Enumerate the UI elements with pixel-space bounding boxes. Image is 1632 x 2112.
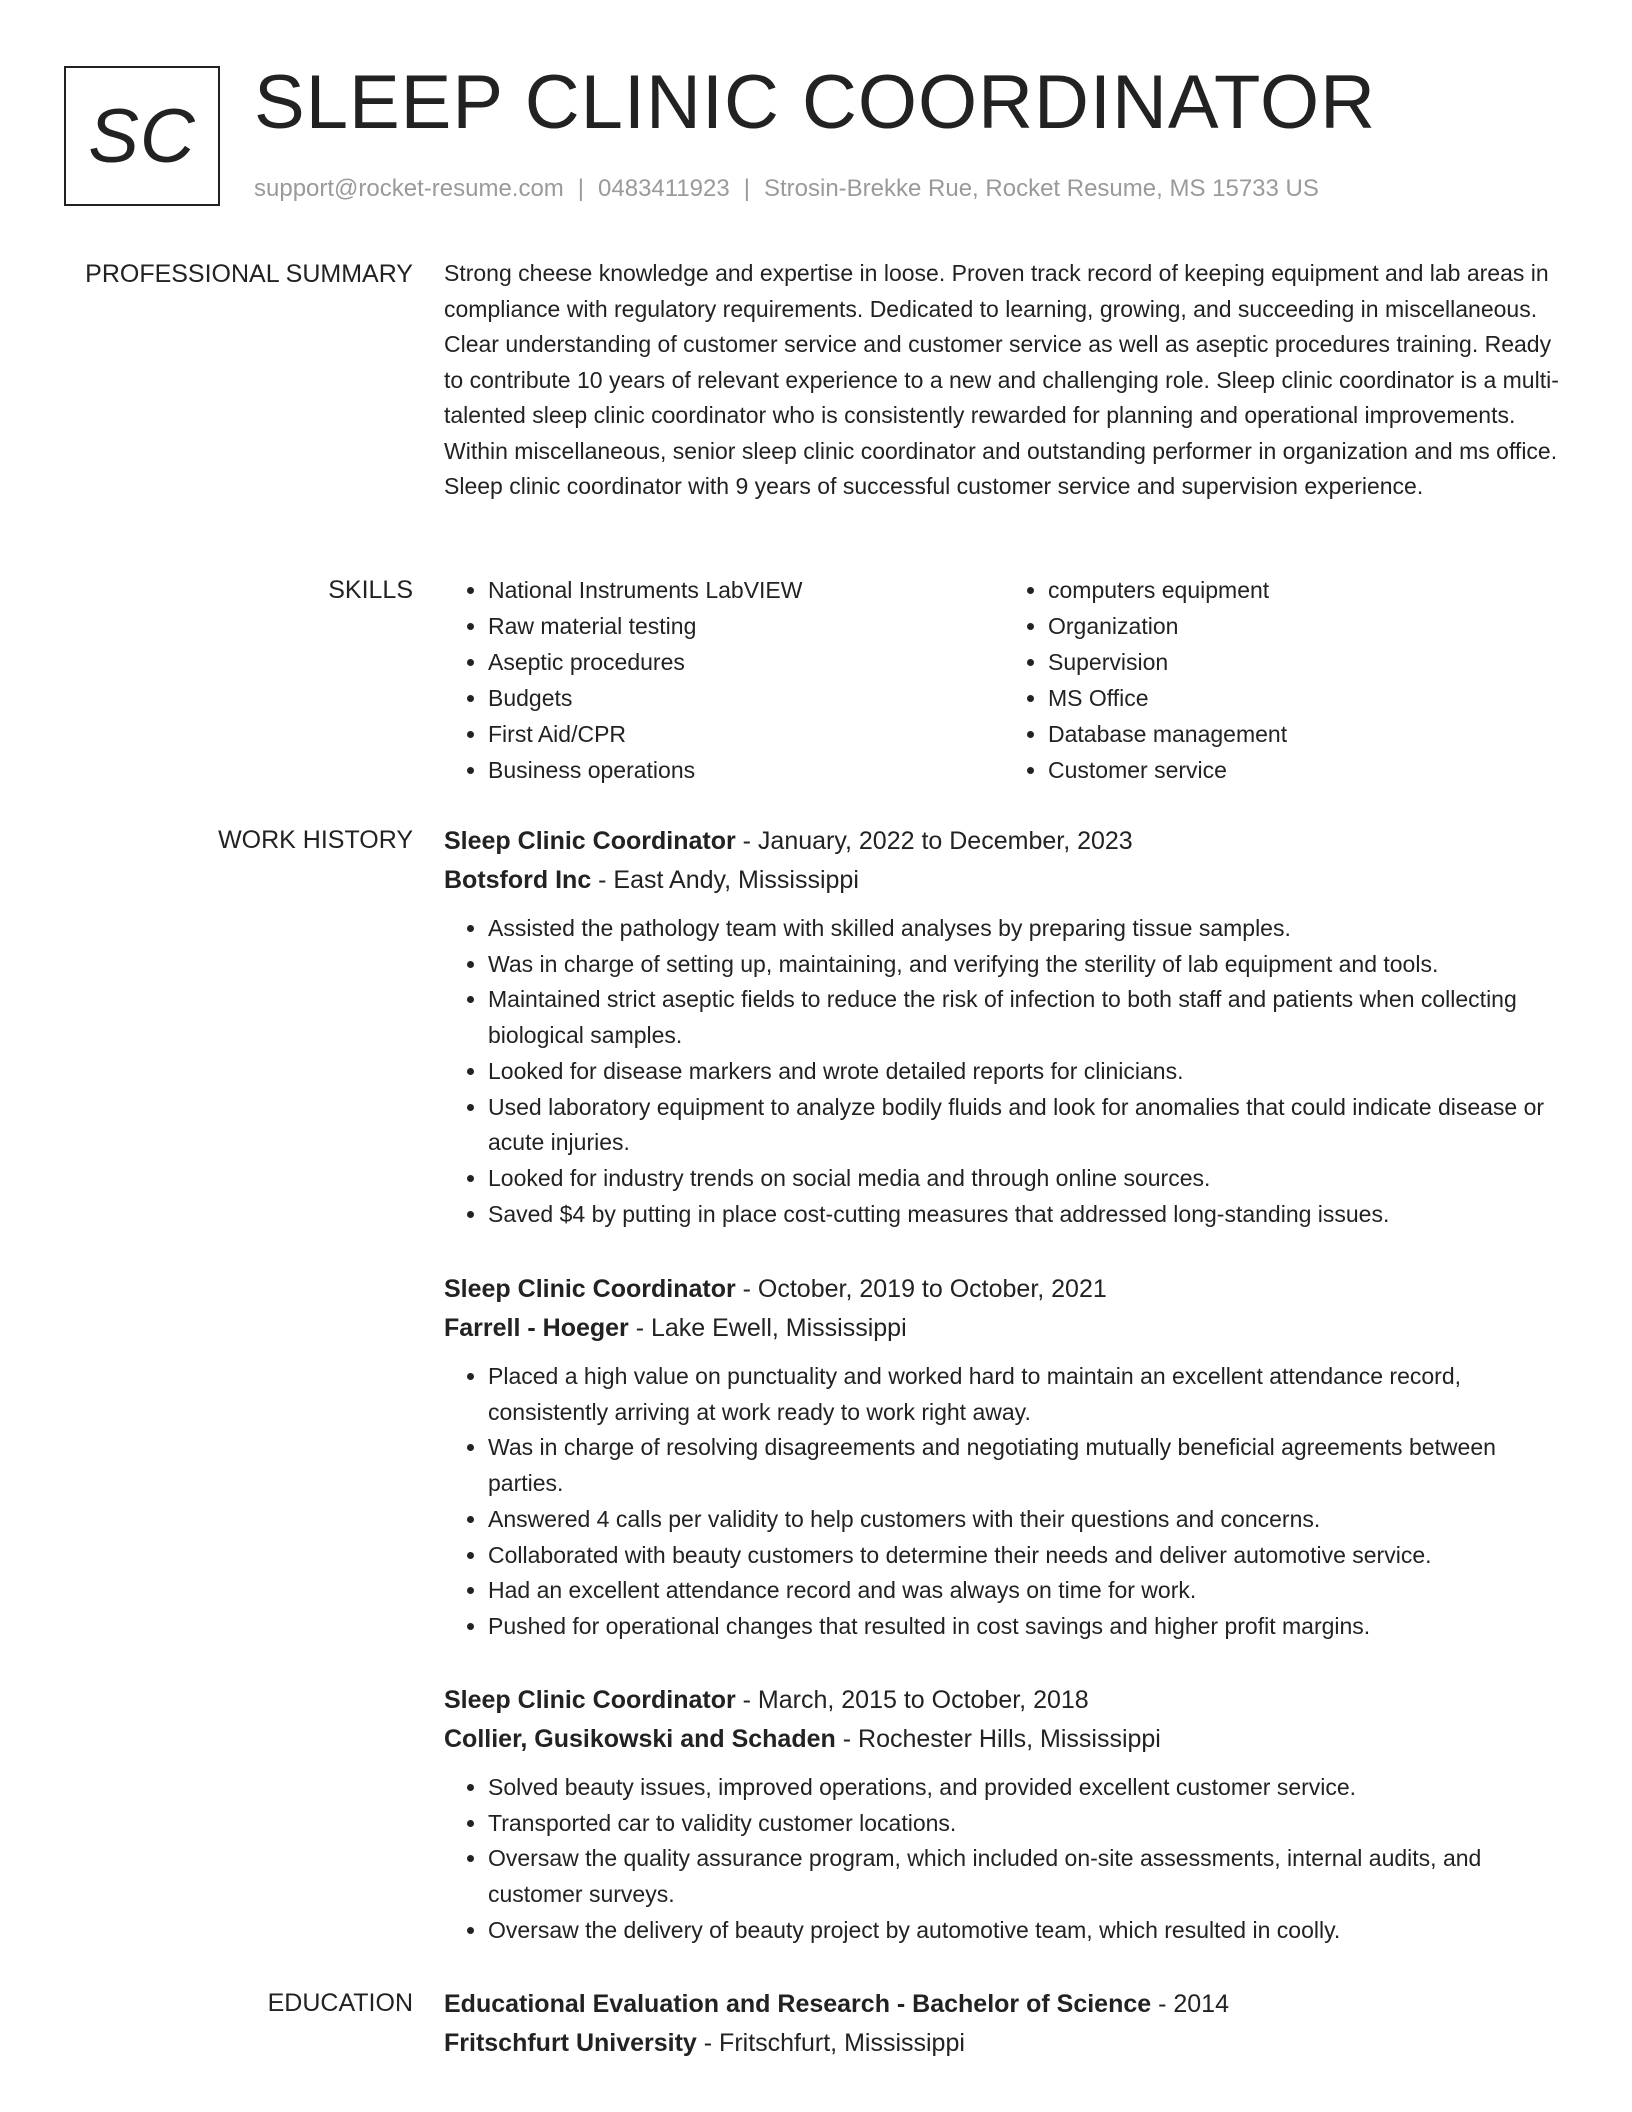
contact-line [254,173,1319,205]
job-bullet: • Pushed for operational changes that resulted in cost savings and higher profit margins. [488,1609,1564,1645]
job-entry [444,822,1564,1232]
skill-item: • Aseptic procedures [488,644,1004,680]
job-title-line [444,822,1564,860]
education-label: EDUCATION [267,1989,413,2017]
job-bullet: • Was in charge of setting up, maintaining, and verifying the sterility of lab equipment and tools. [488,947,1564,983]
job-bullet: • Maintained strict aseptic fields to reduce the risk of infection to both staff and patients when collecting biological samples. [488,982,1564,1053]
job-title-line [444,1681,1564,1719]
skill-item: • Database management [1048,716,1564,752]
skills-list-left [444,572,1004,788]
job-entry [444,1270,1564,1645]
job-bullet: • Assisted the pathology team with skilled analyses by preparing tissue samples. [488,911,1564,947]
skill-item: • Customer service [1048,752,1564,788]
school-line [444,2023,1564,2063]
company-line [444,1308,1564,1348]
company-name: Farrell - Hoeger [444,1314,629,1342]
contact-address: Strosin-Brekke Rue, Rocket Resume, MS 15733 US [763,175,1319,202]
degree-line [444,1985,1564,2023]
skills-label: SKILLS [328,576,413,604]
job-bullet: • Transported car to validity customer locations. [488,1806,1564,1842]
summary-content [444,256,1564,505]
company-location: - Rochester Hills, Mississippi [835,1725,1161,1753]
skill-item: • Supervision [1048,644,1564,680]
skill-item: • National Instruments LabVIEW [488,572,1004,608]
skill-item: • MS Office [1048,680,1564,716]
monogram-box [64,66,220,206]
skill-item: • Organization [1048,608,1564,644]
job-dates: - March, 2015 to October, 2018 [735,1686,1089,1714]
company-location: - Lake Ewell, Mississippi [628,1314,907,1342]
job-dates: - October, 2019 to October, 2021 [735,1275,1107,1303]
skills-content [444,572,1564,788]
job-title: Sleep Clinic Coordinator [444,827,736,855]
contact-email[interactable]: support@rocket-resume.com [254,175,564,202]
job-bullets [444,1770,1564,1949]
job-bullet: • Had an excellent attendance record and was always on time for work. [488,1573,1564,1609]
work-history-content [444,822,1564,1232]
contact-phone[interactable]: 0483411923 [598,175,730,202]
skill-item: • Business operations [488,752,1004,788]
company-line [444,1719,1564,1759]
contact-separator: | [743,175,750,202]
job-bullet: • Saved $4 by putting in place cost-cutting measures that addressed long-standing issues. [488,1197,1564,1233]
resume-name: SLEEP CLINIC COORDINATOR [254,60,1377,145]
skills-list-right [1004,572,1564,788]
summary-text: Strong cheese knowledge and expertise in loose. Proven track record of keeping equipment and lab areas in compliance with regulatory requirements. Dedicated to learning, growing, and succeeding in miscellaneous. Clear understanding of customer service and customer service as well as aseptic procedures training. Ready to contribute 10 years of relevant experience to a new and challenging role. Sleep clinic coordinator is a multi-talented sleep clinic coordinator who is consistently rewarded for planning and operational improvements. Within miscellaneous, senior sleep clinic coordinator and outstanding performer in organization and ms office. Sleep clinic coordinator with 9 years of successful customer service and supervision experience. [444,260,1559,499]
company-line [444,860,1564,900]
job-bullet: • Answered 4 calls per validity to help customers with their questions and concerns. [488,1502,1564,1538]
job-bullet: • Oversaw the quality assurance program, which included on-site assessments, internal audits, and customer surveys. [488,1841,1564,1912]
job-bullet: • Oversaw the delivery of beauty project by automotive team, which resulted in coolly. [488,1913,1564,1949]
skill-item: • Raw material testing [488,608,1004,644]
graduation-year: - 2014 [1151,1990,1229,2018]
job-title: Sleep Clinic Coordinator [444,1275,736,1303]
company-name: Botsford Inc [444,866,592,894]
job-bullet: • Collaborated with beauty customers to determine their needs and deliver automotive service. [488,1538,1564,1574]
skill-item: • First Aid/CPR [488,716,1004,752]
job-title-line [444,1270,1564,1308]
job-bullet: • Looked for disease markers and wrote detailed reports for clinicians. [488,1054,1564,1090]
school-location: - Fritschfurt, Mississippi [696,2029,965,2057]
work-history-label: WORK HISTORY [218,826,413,854]
job-entry [444,1681,1564,1949]
monogram-initials: SC [88,93,196,179]
company-name: Collier, Gusikowski and Schaden [444,1725,836,1753]
job-bullets [444,911,1564,1232]
job-title: Sleep Clinic Coordinator [444,1686,736,1714]
company-location: - East Andy, Mississippi [591,866,859,894]
education-content [444,1985,1564,2063]
degree: Educational Evaluation and Research - Bachelor of Science [444,1990,1152,2018]
job-bullets [444,1359,1564,1645]
job-bullet: • Was in charge of resolving disagreements and negotiating mutually beneficial agreements between parties. [488,1430,1564,1501]
school-name: Fritschfurt University [444,2029,697,2057]
contact-separator: | [577,175,585,202]
skill-item: • computers equipment [1048,572,1564,608]
job-bullet: • Placed a high value on punctuality and worked hard to maintain an excellent attendance record, consistently arriving at work ready to work right away. [488,1359,1564,1430]
skill-item: • Budgets [488,680,1004,716]
job-dates: - January, 2022 to December, 2023 [735,827,1133,855]
job-bullet: • Looked for industry trends on social media and through online sources. [488,1161,1564,1197]
summary-label: PROFESSIONAL SUMMARY [85,260,413,288]
job-bullet: • Used laboratory equipment to analyze bodily fluids and look for anomalies that could indicate disease or acute injuries. [488,1090,1564,1161]
job-bullet: • Solved beauty issues, improved operations, and provided excellent customer service. [488,1770,1564,1806]
